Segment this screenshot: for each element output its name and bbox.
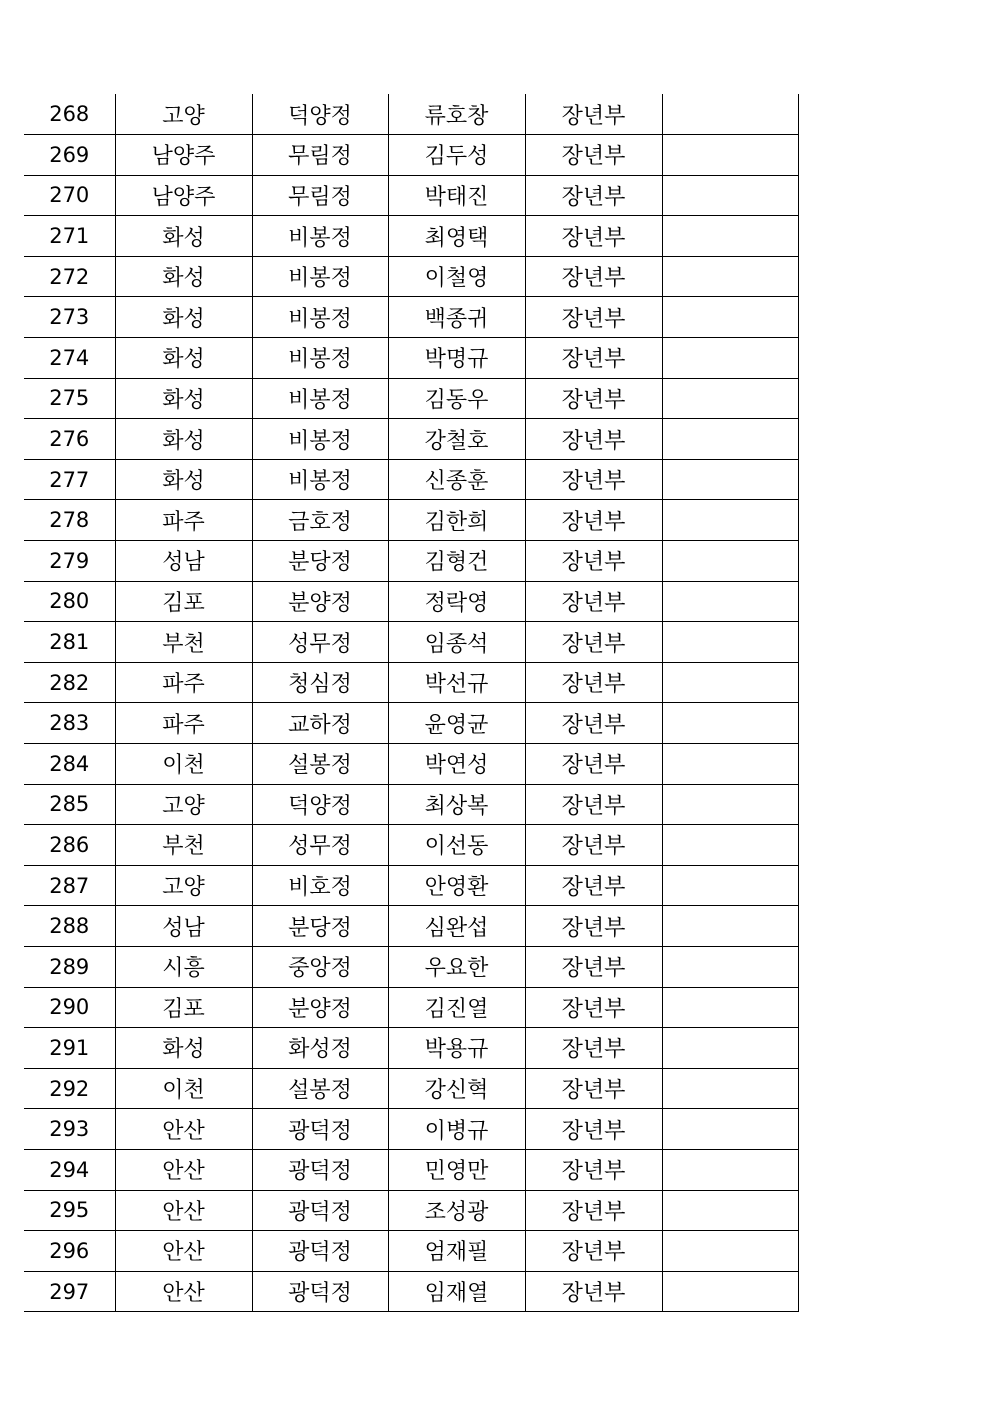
table-row bbox=[24, 703, 798, 744]
cell-category: 장년부 bbox=[525, 1068, 662, 1109]
cell-category: 장년부 bbox=[525, 906, 662, 947]
cell-number: 272 bbox=[24, 256, 115, 297]
cell-region: 고양 bbox=[115, 94, 252, 135]
cell-club: 비봉정 bbox=[252, 297, 388, 338]
cell-club: 덕양정 bbox=[252, 784, 388, 825]
cell-number: 287 bbox=[24, 865, 115, 906]
table-row bbox=[24, 256, 798, 297]
cell-region: 화성 bbox=[115, 256, 252, 297]
cell-club: 성무정 bbox=[252, 622, 388, 663]
cell-club: 비봉정 bbox=[252, 378, 388, 419]
cell-region: 이천 bbox=[115, 744, 252, 785]
table-row bbox=[24, 1271, 798, 1312]
cell-note bbox=[662, 581, 798, 622]
cell-category: 장년부 bbox=[525, 622, 662, 663]
cell-region: 화성 bbox=[115, 378, 252, 419]
cell-note bbox=[662, 1109, 798, 1150]
cell-club: 분당정 bbox=[252, 541, 388, 582]
cell-club: 설봉정 bbox=[252, 744, 388, 785]
cell-category: 장년부 bbox=[525, 338, 662, 379]
cell-name: 박선규 bbox=[388, 662, 525, 703]
table-row bbox=[24, 622, 798, 663]
cell-name: 윤영균 bbox=[388, 703, 525, 744]
cell-category: 장년부 bbox=[525, 865, 662, 906]
cell-note bbox=[662, 1149, 798, 1190]
cell-number: 282 bbox=[24, 662, 115, 703]
cell-number: 288 bbox=[24, 906, 115, 947]
table-row bbox=[24, 216, 798, 257]
cell-region: 남양주 bbox=[115, 135, 252, 176]
cell-name: 강철호 bbox=[388, 419, 525, 460]
cell-region: 화성 bbox=[115, 419, 252, 460]
cell-number: 270 bbox=[24, 175, 115, 216]
cell-number: 291 bbox=[24, 1028, 115, 1069]
table-row bbox=[24, 987, 798, 1028]
cell-note bbox=[662, 622, 798, 663]
cell-category: 장년부 bbox=[525, 1271, 662, 1312]
cell-region: 부천 bbox=[115, 825, 252, 866]
cell-category: 장년부 bbox=[525, 784, 662, 825]
cell-number: 280 bbox=[24, 581, 115, 622]
cell-region: 고양 bbox=[115, 865, 252, 906]
table-row bbox=[24, 784, 798, 825]
table-row bbox=[24, 419, 798, 460]
cell-number: 271 bbox=[24, 216, 115, 257]
table-row bbox=[24, 744, 798, 785]
cell-club: 분양정 bbox=[252, 581, 388, 622]
cell-name: 엄재필 bbox=[388, 1231, 525, 1272]
table-row bbox=[24, 175, 798, 216]
cell-note bbox=[662, 1190, 798, 1231]
cell-name: 김형건 bbox=[388, 541, 525, 582]
cell-club: 교하정 bbox=[252, 703, 388, 744]
cell-note bbox=[662, 256, 798, 297]
cell-number: 293 bbox=[24, 1109, 115, 1150]
cell-region: 화성 bbox=[115, 459, 252, 500]
cell-category: 장년부 bbox=[525, 297, 662, 338]
cell-name: 박연성 bbox=[388, 744, 525, 785]
cell-note bbox=[662, 906, 798, 947]
table-row bbox=[24, 338, 798, 379]
cell-name: 우요한 bbox=[388, 946, 525, 987]
table-row bbox=[24, 297, 798, 338]
cell-number: 284 bbox=[24, 744, 115, 785]
cell-club: 광덕정 bbox=[252, 1231, 388, 1272]
cell-region: 안산 bbox=[115, 1190, 252, 1231]
cell-name: 김한희 bbox=[388, 500, 525, 541]
cell-category: 장년부 bbox=[525, 946, 662, 987]
cell-note bbox=[662, 541, 798, 582]
table-row bbox=[24, 1149, 798, 1190]
cell-note bbox=[662, 500, 798, 541]
table-row bbox=[24, 500, 798, 541]
cell-club: 설봉정 bbox=[252, 1068, 388, 1109]
cell-number: 277 bbox=[24, 459, 115, 500]
cell-name: 박명규 bbox=[388, 338, 525, 379]
cell-number: 290 bbox=[24, 987, 115, 1028]
cell-club: 광덕정 bbox=[252, 1149, 388, 1190]
cell-number: 268 bbox=[24, 94, 115, 135]
cell-region: 파주 bbox=[115, 500, 252, 541]
cell-name: 이병규 bbox=[388, 1109, 525, 1150]
cell-name: 김진열 bbox=[388, 987, 525, 1028]
cell-club: 비호정 bbox=[252, 865, 388, 906]
cell-category: 장년부 bbox=[525, 175, 662, 216]
cell-category: 장년부 bbox=[525, 541, 662, 582]
cell-category: 장년부 bbox=[525, 216, 662, 257]
table-row bbox=[24, 1028, 798, 1069]
cell-category: 장년부 bbox=[525, 1028, 662, 1069]
cell-note bbox=[662, 825, 798, 866]
cell-club: 청심정 bbox=[252, 662, 388, 703]
cell-note bbox=[662, 784, 798, 825]
table-body bbox=[24, 94, 798, 1312]
cell-name: 이선동 bbox=[388, 825, 525, 866]
cell-region: 파주 bbox=[115, 662, 252, 703]
cell-name: 심완섭 bbox=[388, 906, 525, 947]
cell-number: 294 bbox=[24, 1149, 115, 1190]
cell-region: 화성 bbox=[115, 216, 252, 257]
cell-region: 부천 bbox=[115, 622, 252, 663]
cell-category: 장년부 bbox=[525, 1149, 662, 1190]
cell-category: 장년부 bbox=[525, 703, 662, 744]
cell-name: 박태진 bbox=[388, 175, 525, 216]
cell-region: 성남 bbox=[115, 906, 252, 947]
cell-number: 289 bbox=[24, 946, 115, 987]
cell-category: 장년부 bbox=[525, 662, 662, 703]
cell-region: 화성 bbox=[115, 1028, 252, 1069]
cell-region: 안산 bbox=[115, 1271, 252, 1312]
cell-region: 파주 bbox=[115, 703, 252, 744]
table-row bbox=[24, 94, 798, 135]
cell-category: 장년부 bbox=[525, 135, 662, 176]
cell-club: 성무정 bbox=[252, 825, 388, 866]
cell-category: 장년부 bbox=[525, 459, 662, 500]
cell-club: 비봉정 bbox=[252, 216, 388, 257]
cell-number: 274 bbox=[24, 338, 115, 379]
cell-club: 광덕정 bbox=[252, 1271, 388, 1312]
cell-name: 류호창 bbox=[388, 94, 525, 135]
cell-name: 김동우 bbox=[388, 378, 525, 419]
cell-note bbox=[662, 1271, 798, 1312]
cell-number: 285 bbox=[24, 784, 115, 825]
cell-note bbox=[662, 1068, 798, 1109]
cell-category: 장년부 bbox=[525, 256, 662, 297]
table-row bbox=[24, 1231, 798, 1272]
cell-club: 광덕정 bbox=[252, 1190, 388, 1231]
table-row bbox=[24, 1109, 798, 1150]
cell-number: 279 bbox=[24, 541, 115, 582]
cell-club: 무림정 bbox=[252, 135, 388, 176]
table-row bbox=[24, 541, 798, 582]
cell-club: 비봉정 bbox=[252, 256, 388, 297]
cell-number: 276 bbox=[24, 419, 115, 460]
cell-note bbox=[662, 459, 798, 500]
cell-name: 강신혁 bbox=[388, 1068, 525, 1109]
cell-name: 이철영 bbox=[388, 256, 525, 297]
cell-club: 광덕정 bbox=[252, 1109, 388, 1150]
cell-number: 297 bbox=[24, 1271, 115, 1312]
cell-name: 안영환 bbox=[388, 865, 525, 906]
cell-name: 임재열 bbox=[388, 1271, 525, 1312]
cell-club: 분양정 bbox=[252, 987, 388, 1028]
cell-category: 장년부 bbox=[525, 1109, 662, 1150]
cell-region: 성남 bbox=[115, 541, 252, 582]
cell-region: 김포 bbox=[115, 581, 252, 622]
cell-club: 무림정 bbox=[252, 175, 388, 216]
cell-name: 최영택 bbox=[388, 216, 525, 257]
cell-club: 금호정 bbox=[252, 500, 388, 541]
participant-table bbox=[24, 94, 799, 1312]
cell-region: 화성 bbox=[115, 338, 252, 379]
cell-category: 장년부 bbox=[525, 581, 662, 622]
cell-number: 275 bbox=[24, 378, 115, 419]
cell-club: 비봉정 bbox=[252, 419, 388, 460]
cell-note bbox=[662, 987, 798, 1028]
cell-club: 분당정 bbox=[252, 906, 388, 947]
cell-name: 정락영 bbox=[388, 581, 525, 622]
cell-category: 장년부 bbox=[525, 94, 662, 135]
cell-category: 장년부 bbox=[525, 744, 662, 785]
cell-club: 덕양정 bbox=[252, 94, 388, 135]
cell-name: 백종귀 bbox=[388, 297, 525, 338]
cell-region: 이천 bbox=[115, 1068, 252, 1109]
table-row bbox=[24, 581, 798, 622]
cell-name: 민영만 bbox=[388, 1149, 525, 1190]
cell-name: 신종훈 bbox=[388, 459, 525, 500]
cell-number: 281 bbox=[24, 622, 115, 663]
cell-number: 295 bbox=[24, 1190, 115, 1231]
cell-note bbox=[662, 744, 798, 785]
cell-note bbox=[662, 378, 798, 419]
table-row bbox=[24, 1190, 798, 1231]
cell-club: 화성정 bbox=[252, 1028, 388, 1069]
cell-number: 292 bbox=[24, 1068, 115, 1109]
table-row bbox=[24, 662, 798, 703]
table-row bbox=[24, 865, 798, 906]
cell-name: 김두성 bbox=[388, 135, 525, 176]
cell-name: 임종석 bbox=[388, 622, 525, 663]
cell-category: 장년부 bbox=[525, 500, 662, 541]
cell-number: 283 bbox=[24, 703, 115, 744]
table-row bbox=[24, 135, 798, 176]
cell-number: 278 bbox=[24, 500, 115, 541]
cell-category: 장년부 bbox=[525, 1190, 662, 1231]
cell-region: 안산 bbox=[115, 1231, 252, 1272]
cell-note bbox=[662, 865, 798, 906]
cell-note bbox=[662, 1231, 798, 1272]
cell-note bbox=[662, 338, 798, 379]
cell-region: 안산 bbox=[115, 1149, 252, 1190]
table-row bbox=[24, 906, 798, 947]
cell-number: 273 bbox=[24, 297, 115, 338]
table-row bbox=[24, 1068, 798, 1109]
table-row bbox=[24, 459, 798, 500]
cell-category: 장년부 bbox=[525, 1231, 662, 1272]
cell-region: 김포 bbox=[115, 987, 252, 1028]
cell-note bbox=[662, 297, 798, 338]
cell-club: 비봉정 bbox=[252, 338, 388, 379]
cell-region: 남양주 bbox=[115, 175, 252, 216]
cell-category: 장년부 bbox=[525, 419, 662, 460]
table-row bbox=[24, 378, 798, 419]
cell-name: 조성광 bbox=[388, 1190, 525, 1231]
cell-region: 화성 bbox=[115, 297, 252, 338]
cell-region: 시흥 bbox=[115, 946, 252, 987]
cell-note bbox=[662, 94, 798, 135]
cell-note bbox=[662, 662, 798, 703]
cell-number: 269 bbox=[24, 135, 115, 176]
cell-category: 장년부 bbox=[525, 378, 662, 419]
table-row bbox=[24, 825, 798, 866]
cell-category: 장년부 bbox=[525, 987, 662, 1028]
cell-name: 최상복 bbox=[388, 784, 525, 825]
cell-note bbox=[662, 216, 798, 257]
cell-note bbox=[662, 135, 798, 176]
cell-club: 비봉정 bbox=[252, 459, 388, 500]
cell-name: 박용규 bbox=[388, 1028, 525, 1069]
cell-region: 안산 bbox=[115, 1109, 252, 1150]
cell-note bbox=[662, 175, 798, 216]
cell-number: 286 bbox=[24, 825, 115, 866]
cell-note bbox=[662, 1028, 798, 1069]
cell-note bbox=[662, 946, 798, 987]
cell-category: 장년부 bbox=[525, 825, 662, 866]
cell-note bbox=[662, 419, 798, 460]
cell-region: 고양 bbox=[115, 784, 252, 825]
table-row bbox=[24, 946, 798, 987]
cell-note bbox=[662, 703, 798, 744]
cell-club: 중앙정 bbox=[252, 946, 388, 987]
cell-number: 296 bbox=[24, 1231, 115, 1272]
